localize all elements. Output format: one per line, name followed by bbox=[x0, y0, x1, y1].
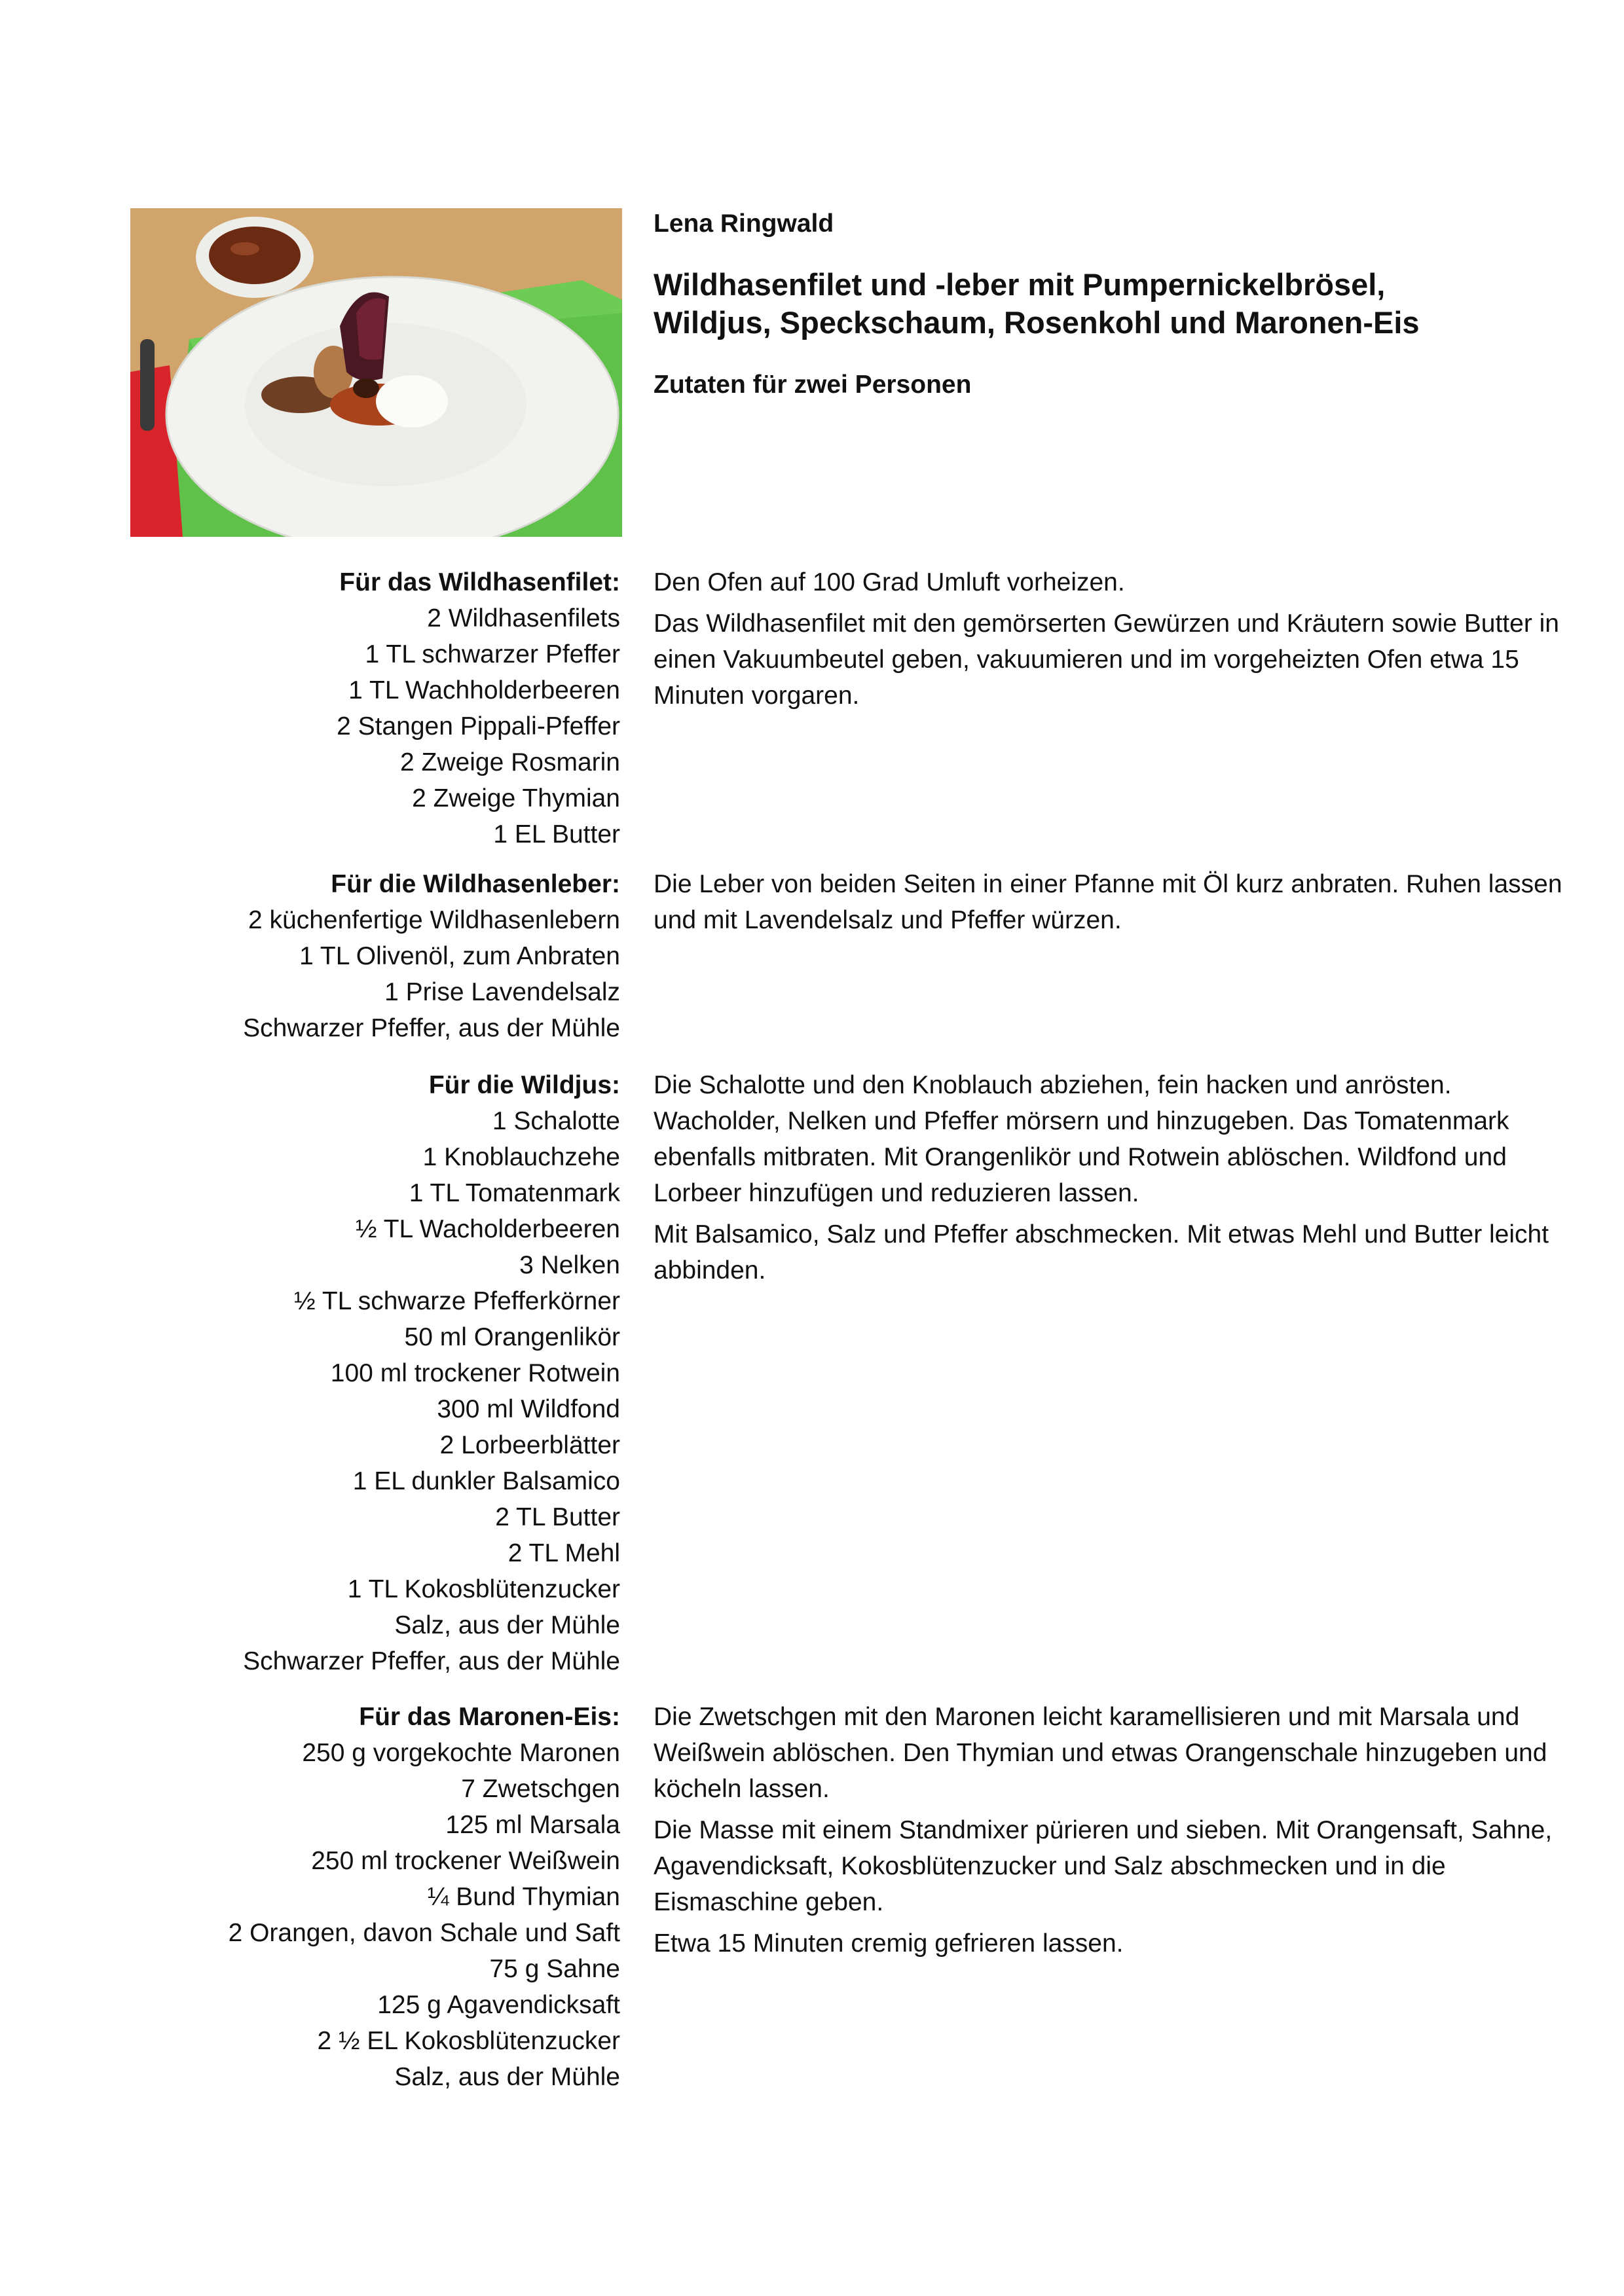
ingredient-item: ½ TL Wacholderbeeren bbox=[356, 1215, 620, 1243]
instruction-paragraph: Die Zwetschgen mit den Maronen leicht karamellisieren und mit Marsala und Weißwein ablöschen. Den Thymian und etwas Orangenschale hinzugeben und köcheln lassen. bbox=[654, 1703, 1547, 1803]
instruction-steps bbox=[654, 564, 1570, 719]
ingredient-item: 75 g Sahne bbox=[489, 1955, 620, 1983]
ingredient-list bbox=[130, 564, 620, 852]
author-name: Lena Ringwald bbox=[654, 210, 834, 238]
ingredient-item: 2 küchenfertige Wildhasenlebern bbox=[248, 906, 620, 934]
recipe-header bbox=[654, 208, 1570, 401]
ingredient-item: 250 g vorgekochte Maronen bbox=[302, 1739, 620, 1767]
ingredient-list bbox=[130, 1067, 620, 1679]
ingredient-item: 1 TL Tomatenmark bbox=[409, 1179, 620, 1207]
ingredient-item: Schwarzer Pfeffer, aus der Mühle bbox=[243, 1647, 620, 1675]
instruction-paragraph: Die Schalotte und den Knoblauch abziehen, fein hacken und anrösten. Wacholder, Nelken und Pfeffer mörsern und hinzugeben. Das Tomatenmark ebenfalls mitbraten. Mit Orangenlikör und Rotwein ablöschen. Wildfond und Lorbeer hinzufügen und reduzieren lassen. bbox=[654, 1071, 1509, 1207]
ingredient-item: Salz, aus der Mühle bbox=[394, 1611, 620, 1639]
ingredient-item: 7 Zwetschgen bbox=[461, 1775, 620, 1803]
ingredient-item: 1 TL schwarzer Pfeffer bbox=[365, 640, 620, 668]
ingredient-item: 1 TL Wachholderbeeren bbox=[348, 676, 620, 704]
servings-heading: Zutaten für zwei Personen bbox=[654, 371, 972, 399]
ingredient-item: Salz, aus der Mühle bbox=[394, 2063, 620, 2091]
ingredient-item: 1 EL Butter bbox=[493, 820, 620, 848]
ingredient-item: Schwarzer Pfeffer, aus der Mühle bbox=[243, 1014, 620, 1042]
instruction-steps bbox=[654, 866, 1570, 943]
ingredient-item: ½ TL schwarze Pfefferkörner bbox=[294, 1287, 620, 1315]
ingredient-item: 1 TL Kokosblütenzucker bbox=[347, 1575, 620, 1603]
ingredient-item: 250 ml trockener Weißwein bbox=[311, 1847, 620, 1875]
ingredient-item: 2 Wildhasenfilets bbox=[427, 604, 620, 632]
section-title: Für das Maronen-Eis: bbox=[359, 1703, 620, 1731]
ingredient-item: 50 ml Orangenlikör bbox=[404, 1323, 620, 1351]
ingredient-list bbox=[130, 866, 620, 1046]
recipe-title-line: Wildhasenfilet und -leber mit Pumpernickelbrösel, bbox=[654, 267, 1386, 302]
instruction-steps bbox=[654, 1699, 1570, 1967]
ingredient-item: 2 ½ EL Kokosblütenzucker bbox=[317, 2027, 620, 2055]
instruction-paragraph: Den Ofen auf 100 Grad Umluft vorheizen. bbox=[654, 568, 1125, 596]
recipe-title-line: Wildjus, Speckschaum, Rosenkohl und Maronen-Eis bbox=[654, 305, 1420, 340]
instruction-paragraph: Mit Balsamico, Salz und Pfeffer abschmecken. Mit etwas Mehl und Butter leicht abbinden. bbox=[654, 1220, 1549, 1285]
ingredient-item: 1 Prise Lavendelsalz bbox=[384, 978, 620, 1006]
instruction-paragraph: Die Leber von beiden Seiten in einer Pfanne mit Öl kurz anbraten. Ruhen lassen und mit Lavendelsalz und Pfeffer würzen. bbox=[654, 870, 1562, 934]
recipe-title bbox=[654, 266, 1570, 342]
ingredient-item: 2 TL Mehl bbox=[507, 1539, 620, 1567]
instruction-paragraph: Etwa 15 Minuten cremig gefrieren lassen. bbox=[654, 1929, 1124, 1958]
ingredient-item: 125 g Agavendicksaft bbox=[377, 1991, 620, 2019]
ingredient-item: 2 Zweige Rosmarin bbox=[400, 748, 620, 776]
ingredient-item: 2 Orangen, davon Schale und Saft bbox=[228, 1919, 620, 1947]
plated-dish-photo-icon bbox=[130, 208, 622, 537]
section-title: Für die Wildjus: bbox=[428, 1071, 620, 1099]
ingredient-item: 2 Lorbeerblätter bbox=[439, 1431, 620, 1459]
instruction-paragraph: Das Wildhasenfilet mit den gemörserten Gewürzen und Kräutern sowie Butter in einen Vakuumbeutel geben, vakuumieren und im vorgeheizten Ofen etwa 15 Minuten vorgaren. bbox=[654, 610, 1559, 710]
ingredient-item: 1 Schalotte bbox=[492, 1107, 620, 1135]
instruction-paragraph: Die Masse mit einem Standmixer pürieren und sieben. Mit Orangensaft, Sahne, Agavendicksaft, Kokosblütenzucker und Salz abschmecken und in die Eismaschine geben. bbox=[654, 1816, 1553, 1916]
ingredient-item: 100 ml trockener Rotwein bbox=[330, 1359, 620, 1387]
ingredient-item: 1 TL Olivenöl, zum Anbraten bbox=[299, 942, 620, 970]
section-title: Für das Wildhasenfilet: bbox=[339, 568, 620, 596]
ingredient-item: 2 Zweige Thymian bbox=[412, 784, 620, 812]
ingredient-item: 300 ml Wildfond bbox=[437, 1395, 620, 1423]
ingredient-item: 1 Knoblauchzehe bbox=[422, 1143, 620, 1171]
ingredient-item: 2 Stangen Pippali-Pfeffer bbox=[337, 712, 620, 740]
instruction-steps bbox=[654, 1067, 1570, 1294]
dish-photo bbox=[130, 208, 622, 537]
ingredient-item: ¼ Bund Thymian bbox=[427, 1883, 620, 1911]
ingredient-item: 3 Nelken bbox=[519, 1251, 620, 1279]
section-title: Für die Wildhasenleber: bbox=[331, 870, 620, 898]
ingredient-item: 2 TL Butter bbox=[495, 1503, 620, 1531]
ingredient-item: 1 EL dunkler Balsamico bbox=[352, 1467, 620, 1495]
ingredient-list bbox=[130, 1699, 620, 2095]
ingredient-item: 125 ml Marsala bbox=[445, 1811, 620, 1839]
